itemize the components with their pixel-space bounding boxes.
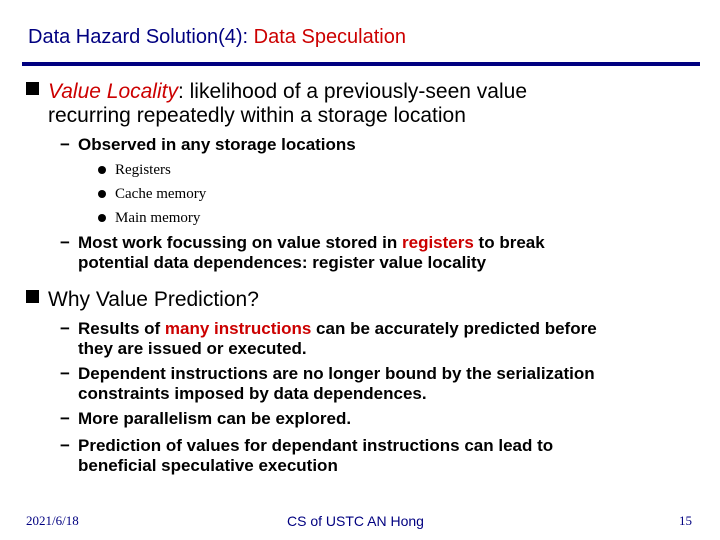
subsub-text: Main memory xyxy=(115,210,201,226)
sub-parallelism xyxy=(60,409,351,429)
subsub-cache xyxy=(98,184,206,204)
sub-results xyxy=(60,319,597,359)
sub-text-a: Results of xyxy=(78,319,165,338)
subsub-text: Cache memory xyxy=(115,186,207,202)
square-bullet-icon xyxy=(26,290,39,303)
page-number: 15 xyxy=(679,513,692,528)
sub-most-work xyxy=(60,233,545,273)
sub-text xyxy=(78,436,553,476)
sub-text-line2: they are issued or executed. xyxy=(78,339,307,358)
sub-text-line2: potential data dependences: register value locality xyxy=(78,253,487,272)
slide-title xyxy=(28,26,406,49)
sub-text-line2: beneficial speculative execution xyxy=(78,456,338,475)
sub-prediction xyxy=(60,436,553,476)
many-instructions-highlight: many instructions xyxy=(164,319,312,338)
dot-bullet-icon xyxy=(98,166,106,174)
title-accent: Data Speculation xyxy=(253,26,406,48)
sub-text: Observed in any storage locations xyxy=(78,135,356,154)
square-bullet-icon xyxy=(26,82,39,95)
bullet-text-a: : likelihood of a previously-seen value xyxy=(177,80,528,103)
title-prefix: Data Hazard Solution(4): xyxy=(28,26,254,48)
dash-bullet-icon: − xyxy=(60,409,70,428)
sub-text-line2: constraints imposed by data dependences. xyxy=(78,384,427,403)
registers-highlight: registers xyxy=(402,233,474,252)
sub-dependent xyxy=(60,364,595,404)
sub-text xyxy=(78,364,595,404)
subsub-main-memory xyxy=(98,208,200,228)
footer-course: CS of USTC AN Hong xyxy=(287,513,424,529)
sub-text-b: to break xyxy=(473,233,545,252)
sub-text-a: Dependent instructions are no longer bound by the serialization xyxy=(78,364,595,383)
dash-bullet-icon: − xyxy=(60,319,70,338)
subsub-text: Registers xyxy=(115,162,171,178)
bullet-text xyxy=(48,80,527,128)
sub-text: More parallelism can be explored. xyxy=(78,409,352,428)
bullet-text: Why Value Prediction? xyxy=(48,288,259,311)
subsub-registers xyxy=(98,160,171,180)
sub-text-a: Prediction of values for dependant instructions can lead to xyxy=(78,436,554,455)
bullet-value-locality xyxy=(26,80,527,128)
sub-text xyxy=(78,319,597,359)
dot-bullet-icon xyxy=(98,214,106,222)
dash-bullet-icon: − xyxy=(60,135,70,154)
title-underline xyxy=(22,62,700,66)
dash-bullet-icon: − xyxy=(60,436,70,455)
sub-text xyxy=(78,233,545,273)
bullet-text-b: recurring repeatedly within a storage location xyxy=(48,104,466,127)
sub-text-b: can be accurately predicted before xyxy=(311,319,597,338)
dash-bullet-icon: − xyxy=(60,233,70,252)
footer-date: 2021/6/18 xyxy=(26,513,79,528)
value-locality-term: Value Locality xyxy=(48,80,178,103)
sub-observed xyxy=(60,135,356,155)
dash-bullet-icon: − xyxy=(60,364,70,383)
bullet-why-value-prediction xyxy=(26,288,259,312)
dot-bullet-icon xyxy=(98,190,106,198)
sub-text-a: Most work focussing on value stored in xyxy=(78,233,402,252)
